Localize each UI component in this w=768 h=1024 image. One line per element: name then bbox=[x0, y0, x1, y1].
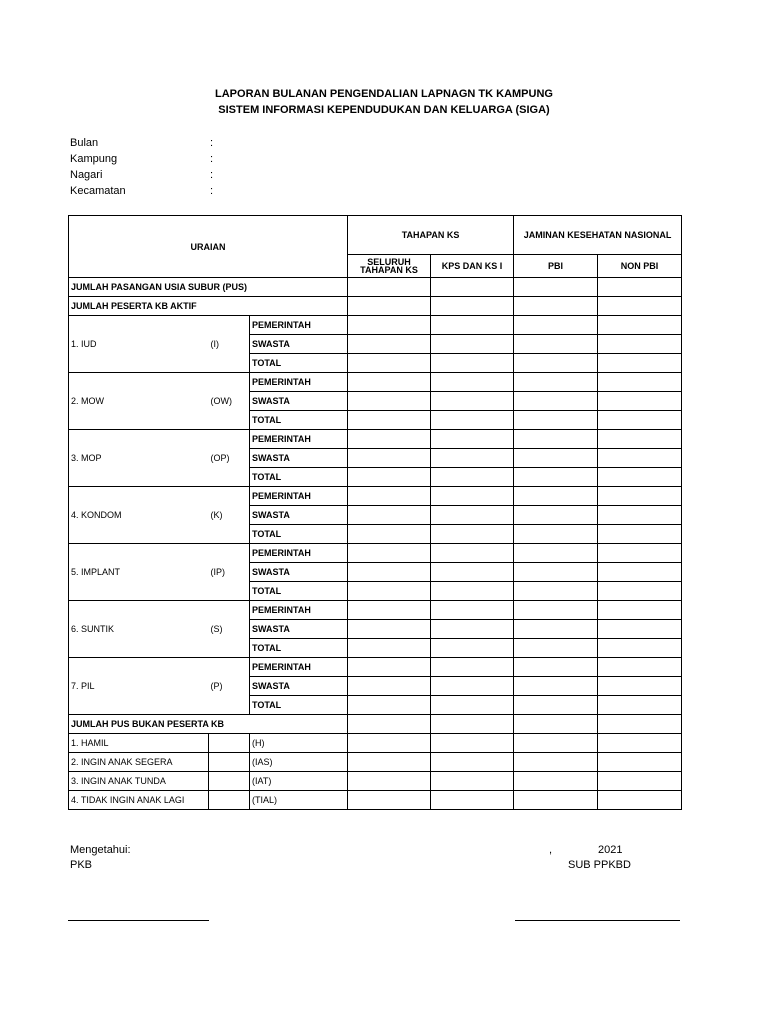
sub-row-label: SWASTA bbox=[250, 335, 348, 354]
cell bbox=[348, 620, 431, 639]
cell bbox=[348, 316, 431, 335]
cell bbox=[514, 487, 598, 506]
cell bbox=[348, 392, 431, 411]
cell bbox=[431, 373, 514, 392]
cell bbox=[598, 335, 682, 354]
cell bbox=[209, 734, 250, 753]
cell bbox=[514, 677, 598, 696]
cell bbox=[209, 791, 250, 810]
cell bbox=[348, 525, 431, 544]
cell bbox=[348, 658, 431, 677]
cell bbox=[598, 753, 682, 772]
cell bbox=[431, 392, 514, 411]
sub-row-label: TOTAL bbox=[250, 582, 348, 601]
bukan-code: (IAS) bbox=[250, 753, 348, 772]
sub-ppkbd-label: SUB PPKBD bbox=[568, 859, 631, 871]
cell bbox=[348, 639, 431, 658]
cell bbox=[598, 354, 682, 373]
method-row bbox=[69, 601, 682, 620]
sub-row-label: PEMERINTAH bbox=[250, 601, 348, 620]
meta-colon: : bbox=[210, 153, 214, 165]
method-name: 7. PIL bbox=[69, 658, 209, 715]
cell bbox=[514, 449, 598, 468]
bukan-label: 1. HAMIL bbox=[69, 734, 209, 753]
method-code: (K) bbox=[209, 487, 250, 544]
cell bbox=[431, 525, 514, 544]
cell bbox=[209, 753, 250, 772]
cell bbox=[348, 563, 431, 582]
cell bbox=[514, 715, 598, 734]
method-code: (I) bbox=[209, 316, 250, 373]
report-table bbox=[68, 215, 682, 810]
method-code: (IP) bbox=[209, 544, 250, 601]
sub-row-label: PEMERINTAH bbox=[250, 658, 348, 677]
cell bbox=[431, 658, 514, 677]
mengetahui-label: Mengetahui: bbox=[70, 844, 131, 856]
cell bbox=[598, 639, 682, 658]
subheader-kps-ks1: KPS DAN KS I bbox=[431, 255, 514, 278]
cell bbox=[514, 582, 598, 601]
cell bbox=[431, 772, 514, 791]
cell bbox=[514, 620, 598, 639]
method-name: 2. MOW bbox=[69, 373, 209, 430]
cell bbox=[348, 734, 431, 753]
sub-row-label: TOTAL bbox=[250, 525, 348, 544]
cell bbox=[514, 544, 598, 563]
method-row bbox=[69, 658, 682, 677]
cell bbox=[431, 696, 514, 715]
cell bbox=[514, 297, 598, 316]
cell bbox=[598, 278, 682, 297]
method-name: 5. IMPLANT bbox=[69, 544, 209, 601]
cell bbox=[598, 658, 682, 677]
cell bbox=[598, 544, 682, 563]
sub-row-label: SWASTA bbox=[250, 677, 348, 696]
cell bbox=[431, 639, 514, 658]
cell bbox=[209, 772, 250, 791]
cell bbox=[348, 354, 431, 373]
cell bbox=[431, 354, 514, 373]
cell bbox=[598, 791, 682, 810]
meta-colon: : bbox=[210, 169, 214, 181]
method-name: 1. IUD bbox=[69, 316, 209, 373]
sub-row-label: TOTAL bbox=[250, 639, 348, 658]
method-name: 6. SUNTIK bbox=[69, 601, 209, 658]
cell bbox=[348, 297, 431, 316]
meta-label-kampung: Kampung bbox=[70, 153, 118, 165]
meta-label-nagari: Nagari bbox=[70, 169, 103, 181]
cell bbox=[514, 753, 598, 772]
signature-line-pkb bbox=[68, 920, 209, 921]
cell bbox=[431, 335, 514, 354]
cell bbox=[431, 791, 514, 810]
cell bbox=[598, 392, 682, 411]
cell bbox=[431, 601, 514, 620]
cell bbox=[431, 677, 514, 696]
bukan-code: (IAT) bbox=[250, 772, 348, 791]
cell bbox=[431, 316, 514, 335]
cell bbox=[348, 430, 431, 449]
cell bbox=[431, 563, 514, 582]
sub-row-label: TOTAL bbox=[250, 696, 348, 715]
cell bbox=[514, 563, 598, 582]
cell bbox=[514, 316, 598, 335]
cell bbox=[348, 506, 431, 525]
method-code: (S) bbox=[209, 601, 250, 658]
cell bbox=[514, 430, 598, 449]
date-comma: , bbox=[549, 844, 553, 856]
bukan-label: 4. TIDAK INGIN ANAK LAGI bbox=[69, 791, 209, 810]
sub-row-label: SWASTA bbox=[250, 449, 348, 468]
bukan-code: (TIAL) bbox=[250, 791, 348, 810]
header-jaminan: JAMINAN KESEHATAN NASIONAL bbox=[514, 216, 682, 255]
method-row bbox=[69, 373, 682, 392]
cell bbox=[598, 449, 682, 468]
cell bbox=[514, 734, 598, 753]
bukan-row bbox=[69, 734, 682, 753]
header-tahapan-ks: TAHAPAN KS bbox=[348, 216, 514, 255]
cell bbox=[598, 601, 682, 620]
cell bbox=[514, 506, 598, 525]
sub-row-label: PEMERINTAH bbox=[250, 430, 348, 449]
cell bbox=[598, 430, 682, 449]
cell bbox=[514, 373, 598, 392]
bukan-label: 3. INGIN ANAK TUNDA bbox=[69, 772, 209, 791]
year-label: 2021 bbox=[598, 844, 623, 856]
cell bbox=[348, 544, 431, 563]
cell bbox=[348, 487, 431, 506]
cell bbox=[598, 734, 682, 753]
meta-label-bulan: Bulan bbox=[70, 137, 99, 149]
cell bbox=[348, 468, 431, 487]
subheader-pbi: PBI bbox=[514, 255, 598, 278]
cell bbox=[598, 316, 682, 335]
row-jumlah-pus: JUMLAH PASANGAN USIA SUBUR (PUS) bbox=[69, 278, 348, 297]
method-code: (OW) bbox=[209, 373, 250, 430]
bukan-code: (H) bbox=[250, 734, 348, 753]
sub-row-label: SWASTA bbox=[250, 506, 348, 525]
cell bbox=[431, 715, 514, 734]
report-subtitle: SISTEM INFORMASI KEPENDUDUKAN DAN KELUARGA (SIGA) bbox=[218, 104, 550, 116]
cell bbox=[598, 506, 682, 525]
sub-row-label: TOTAL bbox=[250, 468, 348, 487]
subheader-non-pbi: NON PBI bbox=[598, 255, 682, 278]
cell bbox=[348, 278, 431, 297]
cell bbox=[598, 715, 682, 734]
cell bbox=[598, 677, 682, 696]
method-name: 4. KONDOM bbox=[69, 487, 209, 544]
cell bbox=[431, 544, 514, 563]
cell bbox=[348, 677, 431, 696]
cell bbox=[431, 468, 514, 487]
cell bbox=[514, 525, 598, 544]
cell bbox=[431, 411, 514, 430]
cell bbox=[514, 696, 598, 715]
cell bbox=[431, 297, 514, 316]
cell bbox=[514, 278, 598, 297]
meta-label-kecamatan: Kecamatan bbox=[70, 185, 126, 197]
cell bbox=[431, 430, 514, 449]
cell bbox=[431, 753, 514, 772]
method-code: (OP) bbox=[209, 430, 250, 487]
meta-colon: : bbox=[210, 137, 214, 149]
cell bbox=[348, 601, 431, 620]
bukan-row bbox=[69, 791, 682, 810]
bukan-row bbox=[69, 753, 682, 772]
cell bbox=[431, 506, 514, 525]
sub-row-label: PEMERINTAH bbox=[250, 373, 348, 392]
cell bbox=[598, 620, 682, 639]
cell bbox=[514, 392, 598, 411]
cell bbox=[598, 411, 682, 430]
signature-line-sub-ppkbd bbox=[515, 920, 680, 921]
sub-row-label: SWASTA bbox=[250, 620, 348, 639]
cell bbox=[514, 791, 598, 810]
cell bbox=[348, 335, 431, 354]
sub-row-label: PEMERINTAH bbox=[250, 544, 348, 563]
row-jumlah-peserta-aktif: JUMLAH PESERTA KB AKTIF bbox=[69, 297, 348, 316]
sub-row-label: PEMERINTAH bbox=[250, 487, 348, 506]
cell bbox=[348, 772, 431, 791]
sub-row-label: PEMERINTAH bbox=[250, 316, 348, 335]
cell bbox=[598, 468, 682, 487]
cell bbox=[431, 620, 514, 639]
sub-row-label: SWASTA bbox=[250, 563, 348, 582]
cell bbox=[514, 335, 598, 354]
row-bukan-peserta: JUMLAH PUS BUKAN PESERTA KB bbox=[69, 715, 348, 734]
cell bbox=[348, 449, 431, 468]
method-row bbox=[69, 487, 682, 506]
cell bbox=[348, 411, 431, 430]
cell bbox=[598, 772, 682, 791]
cell bbox=[431, 278, 514, 297]
cell bbox=[598, 696, 682, 715]
cell bbox=[598, 563, 682, 582]
report-title: LAPORAN BULANAN PENGENDALIAN LAPNAGN TK KAMPUNG bbox=[215, 88, 553, 100]
method-row bbox=[69, 316, 682, 335]
cell bbox=[514, 601, 598, 620]
cell bbox=[514, 658, 598, 677]
method-code: (P) bbox=[209, 658, 250, 715]
cell bbox=[514, 772, 598, 791]
bukan-row bbox=[69, 772, 682, 791]
cell bbox=[514, 468, 598, 487]
cell bbox=[348, 753, 431, 772]
method-row bbox=[69, 430, 682, 449]
cell bbox=[348, 696, 431, 715]
cell bbox=[348, 373, 431, 392]
cell bbox=[514, 354, 598, 373]
cell bbox=[348, 791, 431, 810]
cell bbox=[431, 449, 514, 468]
cell bbox=[514, 639, 598, 658]
cell bbox=[598, 487, 682, 506]
method-name: 3. MOP bbox=[69, 430, 209, 487]
meta-colon: : bbox=[210, 185, 214, 197]
cell bbox=[431, 487, 514, 506]
method-row bbox=[69, 544, 682, 563]
cell bbox=[598, 582, 682, 601]
cell bbox=[514, 411, 598, 430]
sub-row-label: SWASTA bbox=[250, 392, 348, 411]
sub-row-label: TOTAL bbox=[250, 354, 348, 373]
header-uraian: URAIAN bbox=[69, 216, 348, 278]
cell bbox=[431, 582, 514, 601]
cell bbox=[348, 715, 431, 734]
cell bbox=[598, 373, 682, 392]
bukan-label: 2. INGIN ANAK SEGERA bbox=[69, 753, 209, 772]
cell bbox=[598, 297, 682, 316]
cell bbox=[598, 525, 682, 544]
sub-row-label: TOTAL bbox=[250, 411, 348, 430]
cell bbox=[431, 734, 514, 753]
cell bbox=[348, 582, 431, 601]
subheader-seluruh-tahapan: SELURUH TAHAPAN KS bbox=[348, 255, 431, 278]
pkb-label: PKB bbox=[70, 859, 93, 871]
